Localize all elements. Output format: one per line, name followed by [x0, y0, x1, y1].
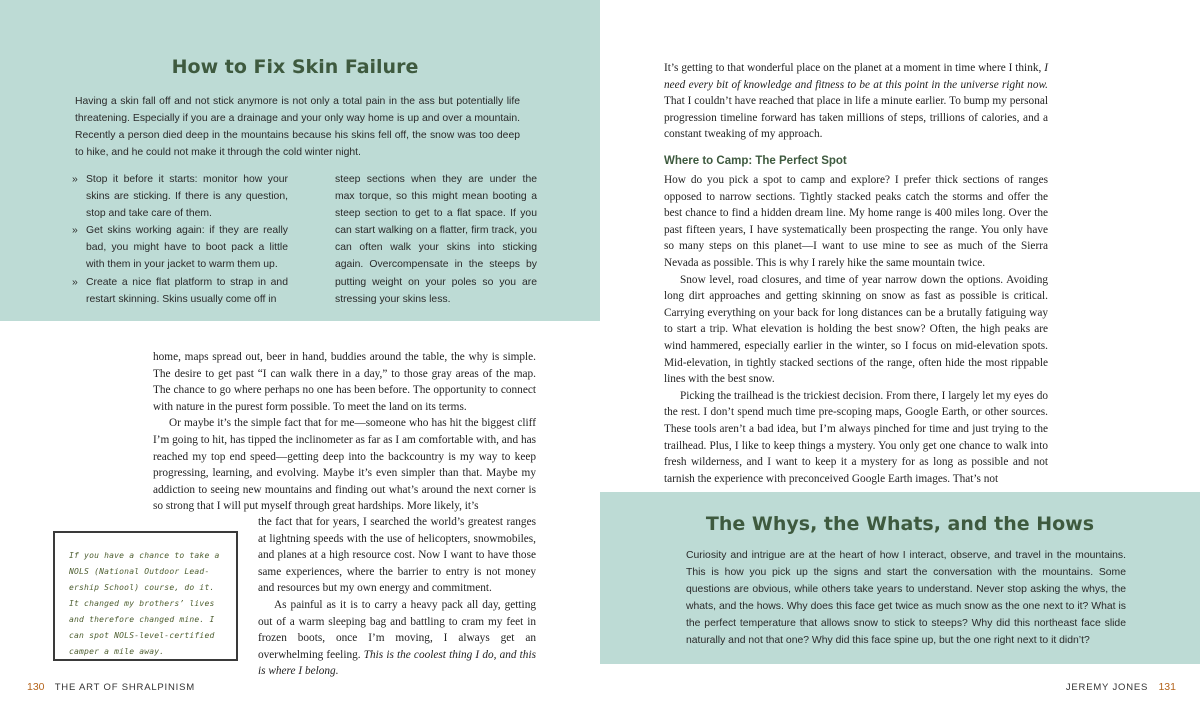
- page-number: 131: [1158, 681, 1176, 693]
- author-name: JEREMY JONES: [1065, 682, 1149, 693]
- body-text: As painful as it is to carry a heavy pack all day, getting out of a warm sleeping bag and battling to cram my feet in frozen boots, once I’m moving, I always get an overwhelming feeling.: [258, 598, 536, 661]
- body-paragraph: Or maybe it’s the simple fact that for me—someone who has hit the biggest cliff I’m going to hit, has tipped the inclinometer as far as I am comfortable with, and has reached my top end speed—getting deep into the backcountry is my way to keep progressing, learning, and evolving. Maybe it’s even simpler than that. Maybe my addiction to seeing new mountains and finding out what’s around the next corner is so strong that I will put myself through great hardships. More likely, it’s: [153, 417, 536, 513]
- handwritten-note: If you have a chance to take a NOLS (National Outdoor Leadership School) course, do it. It changed my brothers’ lives and therefore changed mine. I can spot NOLS-level-certified camper a mile away.: [53, 531, 238, 661]
- footer-left: [27, 681, 195, 693]
- left-body-continued: [258, 514, 536, 680]
- section-heading: Where to Camp: The Perfect Spot: [664, 155, 847, 167]
- body-italic: This is the coolest thing I do, and this is where I belong.: [258, 648, 536, 678]
- page-number: 130: [27, 681, 45, 693]
- list-item: [72, 274, 288, 308]
- body-paragraph: [258, 597, 536, 680]
- list-item: [72, 222, 288, 273]
- body-paragraph: home, maps spread out, beer in hand, buddies around the table, the why is simple. The desire to get past “I can walk there in a day,” to those gray areas of the map. The chance to go where perhaps no one has been before. The opportunity to connect with nature in the purest form possible. To meet the land on its terms.: [153, 351, 536, 413]
- list-item: [72, 171, 288, 222]
- body-paragraph: How do you pick a spot to camp and explore? I prefer thick sections of ranges opposed to narrow sections. Tightly stacked peaks catch the storms and offer the best chance to find a hidden dream line. My home range is 400 miles long. Over the past fifteen years, I have systematically been prospecting the range. You only have so many steps on this planet—I want to use mine to see as much of the Sierra Nevada as possible. This is why I rarely hike the same mountain twice.: [664, 174, 1048, 269]
- body-text: That I couldn’t have reached that place in life a minute earlier. To bump my personal progression timeline forward has taken millions of steps, trillions of calories, and a constant tweaking of my approach.: [664, 95, 1048, 141]
- sidebar-title: The Whys, the Whats, and the Hows: [705, 513, 1095, 535]
- sidebar-title: How to Fix Skin Failure: [171, 56, 419, 78]
- bullet-icon: »: [72, 174, 78, 185]
- left-body-text: [153, 349, 536, 515]
- right-body-text: [664, 172, 1048, 487]
- sidebar-text: Curiosity and intrigue are at the heart of how I interact, observe, and travel in the mountains. This is how you pick up the signs and start the conversation with the mountains. Some questions are obvious, while others take years to understand. Never stop asking the whys, the whats, and the hows. Why does this face get twice as much snow as the one next to it? What is the perfect temperature that allows snow to stick to steeps? Why did this northeast face slide naturally and not that one? Why did this face spine up, but the one right next to it didn’t?: [686, 550, 1126, 647]
- bullet-icon: »: [72, 225, 78, 237]
- tip-text: Get skins working again: if they are really bad, you might have to boot pack a little with them in your jacket to warm them up.: [86, 225, 288, 271]
- tip-text: Create a nice flat platform to strap in and restart skinning. Skins usually come off in: [86, 276, 288, 305]
- sidebar-intro: Having a skin fall off and not stick anymore is not only a total pain in the ass but potentially life threatening. Especially if you are a drainage and your only way home is up and over a mountain. Recently a person died deep in the mountains because his skins fell off, the snow was too deep to hike, and he could not make it through the cold winter night.: [75, 96, 520, 159]
- body-paragraph: Snow level, road closures, and time of year narrow down the options. Avoiding long dirt approaches and getting skinning on snow as fast as possible is critical. Carrying everything on your back for long distances can be a brutally fatiguing way to start a trip. What elevation is holding the best snow? Often, the high peaks are wind hammered, especially earlier in the winter, so I focus on mid-elevation spots. Mid-elevation, in tightly stacked sections of the range, often hide the most rippable lines with the best snow.: [664, 273, 1048, 386]
- body-paragraph: the fact that for years, I searched the world’s greatest ranges at lightning speeds with the use of helicopters, snowmobiles, and planes at a high resource cost. Now I want to have those same experiences, where the barrier to entry is not money and resources but my own energy and commitment.: [258, 516, 536, 595]
- body-paragraph: Picking the trailhead is the trickiest decision. From there, I largely let my eyes do the rest. I don’t spend much time pre-scoping maps, Google Earth, or other sources. These tools aren’t a bad idea, but I’m always pinched for time and just trying to the trailhead. Plus, I like to keep things a mystery. You only get one chance to walk into fresh wilderness, and I want to keep it a mystery for as long as possible and not tarnish the experience with preconceived Google Earth images. That’s not: [664, 389, 1048, 485]
- tips-list: [72, 171, 288, 308]
- body-paragraph: [664, 60, 1048, 143]
- footer-right: [1066, 681, 1176, 693]
- body-text: It’s getting to that wonderful place on the planet at a moment in time where I think,: [664, 62, 1045, 74]
- running-title: THE ART OF SHRALPINISM: [54, 682, 195, 693]
- tip-text: Stop it before it starts: monitor how your skins are sticking. If there is any question, stop and take care of them.: [86, 174, 288, 220]
- tips-continued: steep sections when they are under the max torque, so this might mean booting a steep section to get to a flat space. If you can start walking on a flatter, firm track, you can often walk your skins into sticking again. Overcompensate in the steeps by putting weight on your poles so you are stressing your skins less.: [335, 174, 537, 305]
- right-intro-text: [664, 60, 1048, 143]
- bullet-icon: »: [72, 276, 78, 288]
- body-italic: I need every bit of knowledge and fitness to be at this point in the universe right now.: [664, 62, 1048, 91]
